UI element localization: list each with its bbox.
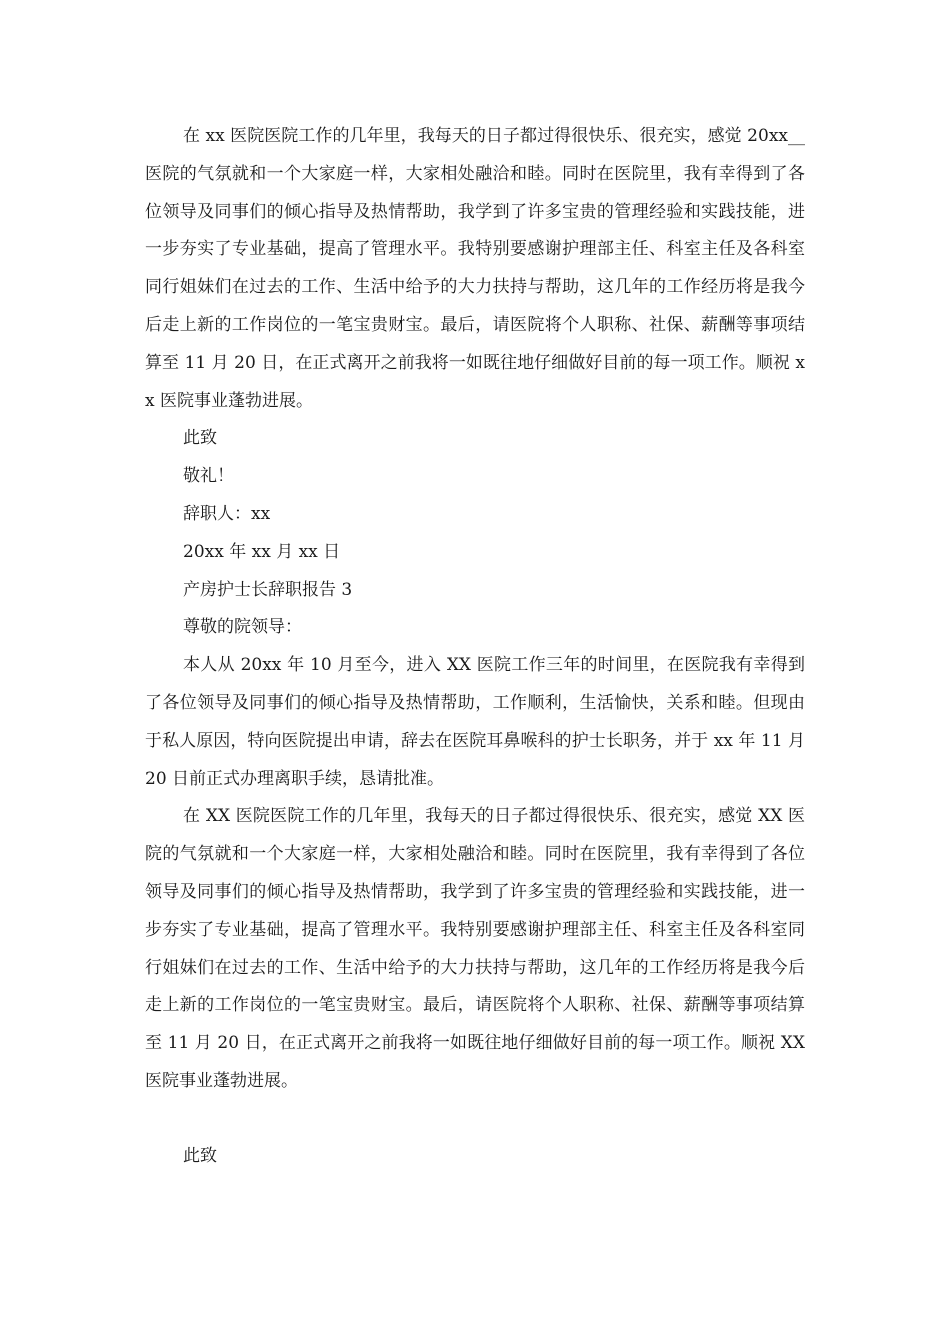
closing-line: 此致: [183, 428, 217, 449]
greeting-line: 尊敬的院领导：: [183, 617, 302, 638]
date-line: 20xx 年 xx 月 xx 日: [183, 541, 341, 562]
spacer: [145, 1101, 805, 1138]
section-title: 产房护士长辞职报告 3: [183, 579, 353, 600]
closing-line-2: 此致: [183, 1145, 217, 1166]
body-paragraph-2: 本人从 20xx 年 10 月至今，进入 XX 医院工作三年的时间里，在医院我有幸得到了各位领导及同事们的倾心指导及热情帮助，工作顺利，生活愉快，关系和睦。但现由于私人原因，特向医院提出申请，辞去在医院耳鼻喉科的护士长职务，并于 xx 年 11 月 20 日前正式办理离职手续，恳请批准。: [145, 655, 805, 789]
document-page: [145, 118, 805, 1176]
body-paragraph-3: 在 XX 医院医院工作的几年里，我每天的日子都过得很快乐、很充实，感觉 XX 医院的气氛就和一个大家庭一样，大家相处融洽和睦。同时在医院里，我有幸得到了各位领导及同事们的倾心指导及热情帮助，我学到了许多宝贵的管理经验和实践技能，进一步夯实了专业基础，提高了管理水平。我特别要感谢护理部主任、科室主任及各科室同行姐妹们在过去的工作、生活中给予的大力扶持与帮助，这几年的工作经历将是我今后走上新的工作岗位的一笔宝贵财宝。最后，请医院将个人职称、社保、薪酬等事项结算至 11 月 20 日，在正式离开之前我将一如既往地仔细做好目前的每一项工作。顺祝 XX 医院事业蓬勃进展。: [145, 806, 805, 1091]
salutation-line: 敬礼！: [183, 466, 234, 487]
body-paragraph-1: 在 xx 医院医院工作的几年里，我每天的日子都过得很快乐、很充实，感觉 20xx__医院的气氛就和一个大家庭一样，大家相处融洽和睦。同时在医院里，我有幸得到了各位领导及同事们的倾心指导及热情帮助，我学到了许多宝贵的管理经验和实践技能，进一步夯实了专业基础，提高了管理水平。我特别要感谢护理部主任、科室主任及各科室同行姐妹们在过去的工作、生活中给予的大力扶持与帮助，这几年的工作经历将是我今后走上新的工作岗位的一笔宝贵财宝。最后，请医院将个人职称、社保、薪酬等事项结算至 11 月 20 日，在正式离开之前我将一如既往地仔细做好目前的每一项工作。顺祝 xx 医院事业蓬勃进展。: [145, 126, 805, 411]
signer-line: 辞职人：xx: [183, 503, 271, 524]
